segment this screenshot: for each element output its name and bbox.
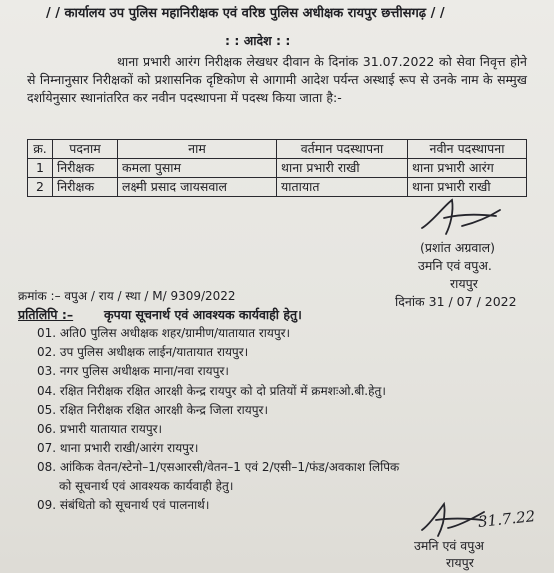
table-row (28, 178, 527, 197)
cell-name: कमला पुसाम (118, 159, 277, 178)
col-header-serial: क्र. (28, 140, 53, 159)
office-title: / / कार्यालय उप पुलिस महानिरीक्षक एवं वरिष्ठ पुलिस अधीक्षक रायपुर छत्तीसगढ़ / / (46, 6, 445, 21)
cell-designation: निरीक्षक (53, 159, 118, 178)
copy-label: प्रतिलिपि :– (18, 307, 74, 322)
list-item: 09. संबंधितो को सूचनार्थ एवं पालनार्थ। (37, 498, 210, 512)
list-item: 08. आंकिक वेतन/स्टेनो–1/एसआरसी/वेतन–1 एवं 2/एसी–1/फंड/अवकाश लिपिक (37, 460, 400, 474)
list-item: 04. रक्षित निरीक्षक रक्षित आरक्षी केन्द्र रायपुर को दो प्रतियों में क्रमशःओ.बी.हेतु। (37, 384, 386, 398)
table-row (28, 159, 527, 178)
order-heading: : : आदेश : : (225, 33, 291, 48)
col-header-new-posting: नवीन पदस्थापना (408, 140, 527, 159)
col-header-name: नाम (118, 140, 277, 159)
list-item: को सूचनार्थ एवं आवश्यक कार्यवाही हेतु। (59, 479, 234, 493)
list-item: 05. रक्षित निरीक्षक रक्षित आरक्षी केन्द्र जिला रायपुर। (37, 403, 268, 417)
cell-new-posting: थाना प्रभारी आरंग (408, 159, 527, 178)
cell-serial: 1 (28, 159, 53, 178)
list-item: 06. प्रभारी यातायात रायपुर। (37, 422, 163, 436)
cell-serial: 2 (28, 178, 53, 197)
signature-scribble (404, 196, 524, 240)
footer-designation: उमनि एवं वपुअ (414, 538, 484, 553)
signatory-name: (प्रशांत अग्रवाल) (420, 240, 495, 255)
list-item: 02. उप पुलिस अधीक्षक लाईन/यातायात रायपुर। (37, 345, 249, 359)
footer-place: रायपुर (446, 555, 474, 570)
table-header-row (28, 140, 527, 159)
cell-designation: निरीक्षक (53, 178, 118, 197)
memo-date: दिनांक 31 / 07 / 2022 (395, 294, 517, 309)
cell-new-posting: थाना प्रभारी राखी (408, 178, 527, 197)
copy-purpose: कृपया सूचनार्थ एवं आवश्यक कार्यवाही हेतु। (104, 307, 302, 322)
list-item: 01. अति0 पुलिस अधीक्षक शहर/ग्रामीण/यातायात रायपुर। (37, 326, 291, 340)
cell-current-posting: थाना प्रभारी राखी (277, 159, 408, 178)
list-item: 07. थाना प्रभारी राखी/आरंग रायपुर। (37, 441, 199, 455)
cell-name: लक्ष्मी प्रसाद जायसवाल (118, 178, 277, 197)
memo-number: क्रमांक :– वपुअ / राय / स्था / M/ 9309/2022 (18, 289, 236, 303)
col-header-current-posting: वर्तमान पदस्थापना (277, 140, 408, 159)
order-paragraph: थाना प्रभारी आरंग निरीक्षक लेखधर दीवान के दिनांक 31.07.2022 को सेवा निवृत्त होने से निम्नानुसार निरीक्षकों को प्रशासनिक दृष्टिकोण से आगामी आदेश पर्यन्त अस्थाई रूप से उनके नाम के सम्मुख दर्शायेनुसार स्थानांतरित कर नवीन पदस्थापना में पदस्थ किया जाता है:- (27, 54, 527, 105)
handwritten-date: 31.7.22 (477, 507, 536, 531)
list-item: 03. नगर पुलिस अधीक्षक माना/नवा रायपुर। (37, 364, 229, 378)
signatory-designation: उमनि एवं वपुअ. (418, 258, 492, 273)
transfer-table (27, 139, 527, 197)
col-header-designation: पदनाम (53, 140, 118, 159)
signatory-place: रायपुर (450, 276, 478, 291)
cell-current-posting: यातायात (277, 178, 408, 197)
